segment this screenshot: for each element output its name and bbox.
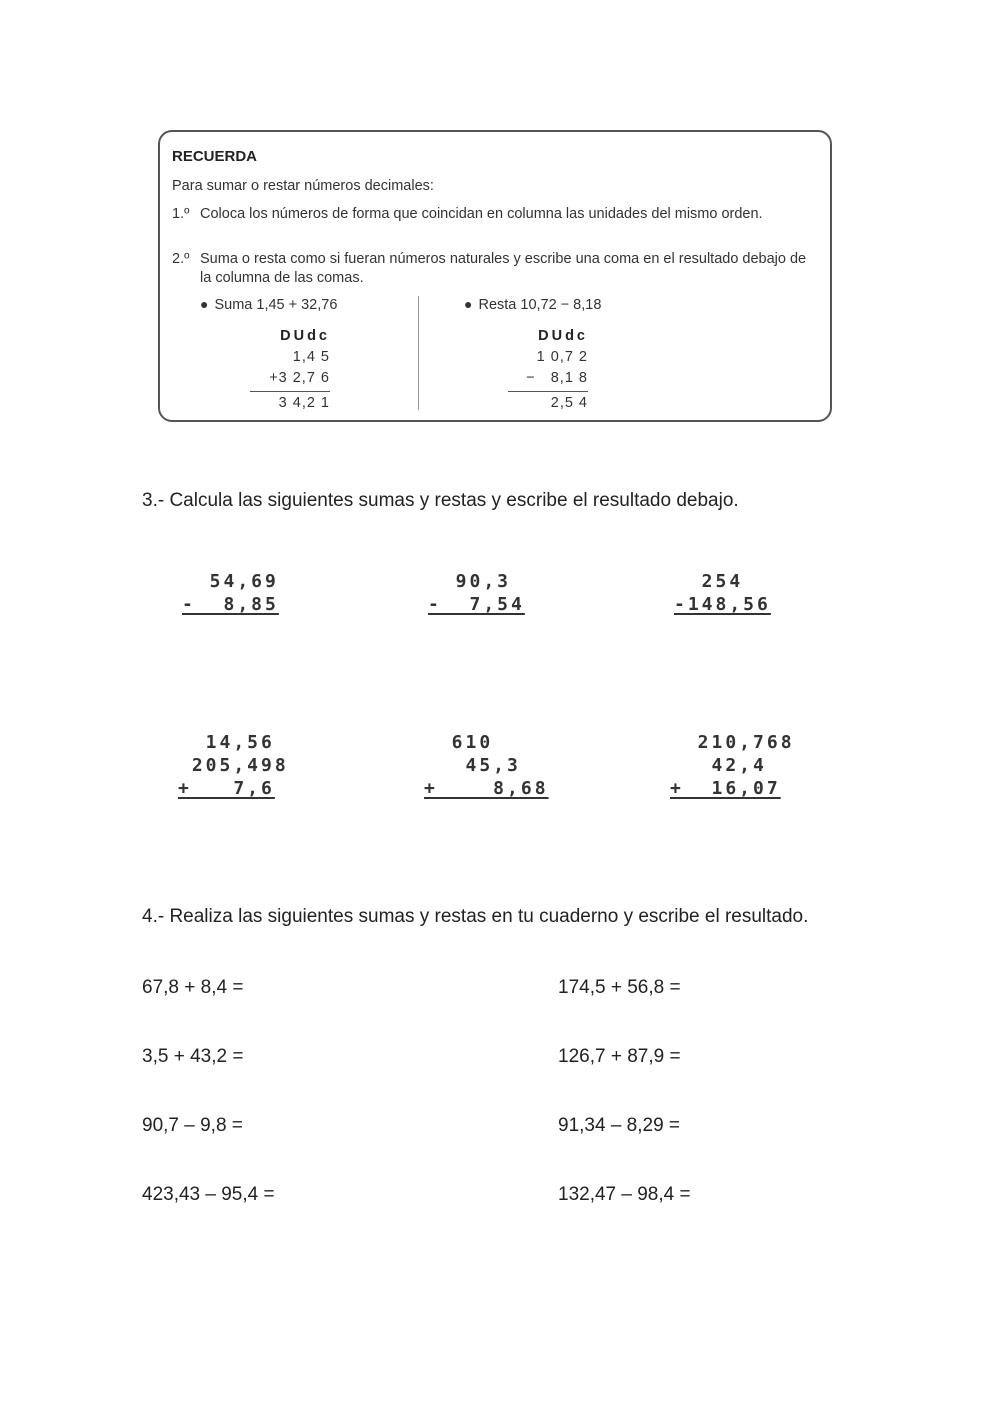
operand: +3 2,7 6 xyxy=(269,370,330,386)
divider xyxy=(418,296,419,410)
column-header: DUdc xyxy=(280,328,330,344)
operand: 210,768 xyxy=(670,732,795,753)
operand: 54,69 xyxy=(182,571,279,592)
result: 2,5 4 xyxy=(508,391,588,416)
example-sub-label: ● Resta 10,72 − 8,18 xyxy=(464,296,602,313)
step-number: 1.º xyxy=(172,206,190,222)
operand: 14,56 xyxy=(178,732,275,753)
bullet-icon: ● xyxy=(200,296,209,312)
operation-4 xyxy=(178,732,289,801)
exercise-left-4: 423,43 – 95,4 = xyxy=(142,1184,275,1205)
operand: 1 0,7 2 xyxy=(536,349,588,365)
exercise-right-1: 174,5 + 56,8 = xyxy=(558,977,681,998)
exercise-right-2: 126,7 + 87,9 = xyxy=(558,1046,681,1067)
section-3-title: 3.- Calcula las siguientes sumas y restas y escribe el resultado debajo. xyxy=(142,490,739,511)
operation-2 xyxy=(428,571,525,617)
bullet-icon: ● xyxy=(464,296,473,312)
exercise-left-1: 67,8 + 8,4 = xyxy=(142,977,244,998)
exercise-right-3: 91,34 – 8,29 = xyxy=(558,1115,681,1136)
recuerda-intro: Para sumar o restar números decimales: xyxy=(172,178,434,194)
column-header: DUdc xyxy=(538,328,588,344)
exercise-right-4: 132,47 – 98,4 = xyxy=(558,1184,691,1205)
operand: 1,4 5 xyxy=(292,349,330,365)
operand: + 8,68 xyxy=(424,778,549,799)
example-sum-column xyxy=(250,328,330,416)
result: 3 4,2 1 xyxy=(250,391,330,416)
operation-3 xyxy=(674,571,771,617)
operand: 45,3 xyxy=(424,755,521,776)
operation-1 xyxy=(182,571,279,617)
operand: + 16,07 xyxy=(670,778,781,799)
operand: 610 xyxy=(424,732,494,753)
operand: 205,498 xyxy=(178,755,289,776)
step-text: Suma o resta como si fueran números naturales y escribe una coma en el resultado debajo de la columna de las comas. xyxy=(200,251,807,286)
step-text: Coloca los números de forma que coincidan en columna las unidades del mismo orden. xyxy=(200,206,763,222)
operand: 90,3 xyxy=(428,571,512,592)
operand: -148,56 xyxy=(674,594,771,615)
exercise-left-3: 90,7 – 9,8 = xyxy=(142,1115,243,1136)
example-sub-column xyxy=(508,328,588,416)
recuerda-box xyxy=(158,130,832,422)
operand: - 7,54 xyxy=(428,594,525,615)
operand: - 8,85 xyxy=(182,594,279,615)
example-sum-label: ● Suma 1,45 + 32,76 xyxy=(200,296,338,313)
operand: 254 xyxy=(674,571,744,592)
section-4-title: 4.- Realiza las siguientes sumas y restas en tu cuaderno y escribe el resultado. xyxy=(142,906,809,927)
operation-5 xyxy=(424,732,549,801)
operand: + 7,6 xyxy=(178,778,275,799)
operand: − 8,1 8 xyxy=(526,370,588,386)
operand: 42,4 xyxy=(670,755,767,776)
step-number: 2.º xyxy=(172,251,190,267)
exercise-left-2: 3,5 + 43,2 = xyxy=(142,1046,244,1067)
operation-6 xyxy=(670,732,795,801)
recuerda-title: RECUERDA xyxy=(172,148,258,165)
